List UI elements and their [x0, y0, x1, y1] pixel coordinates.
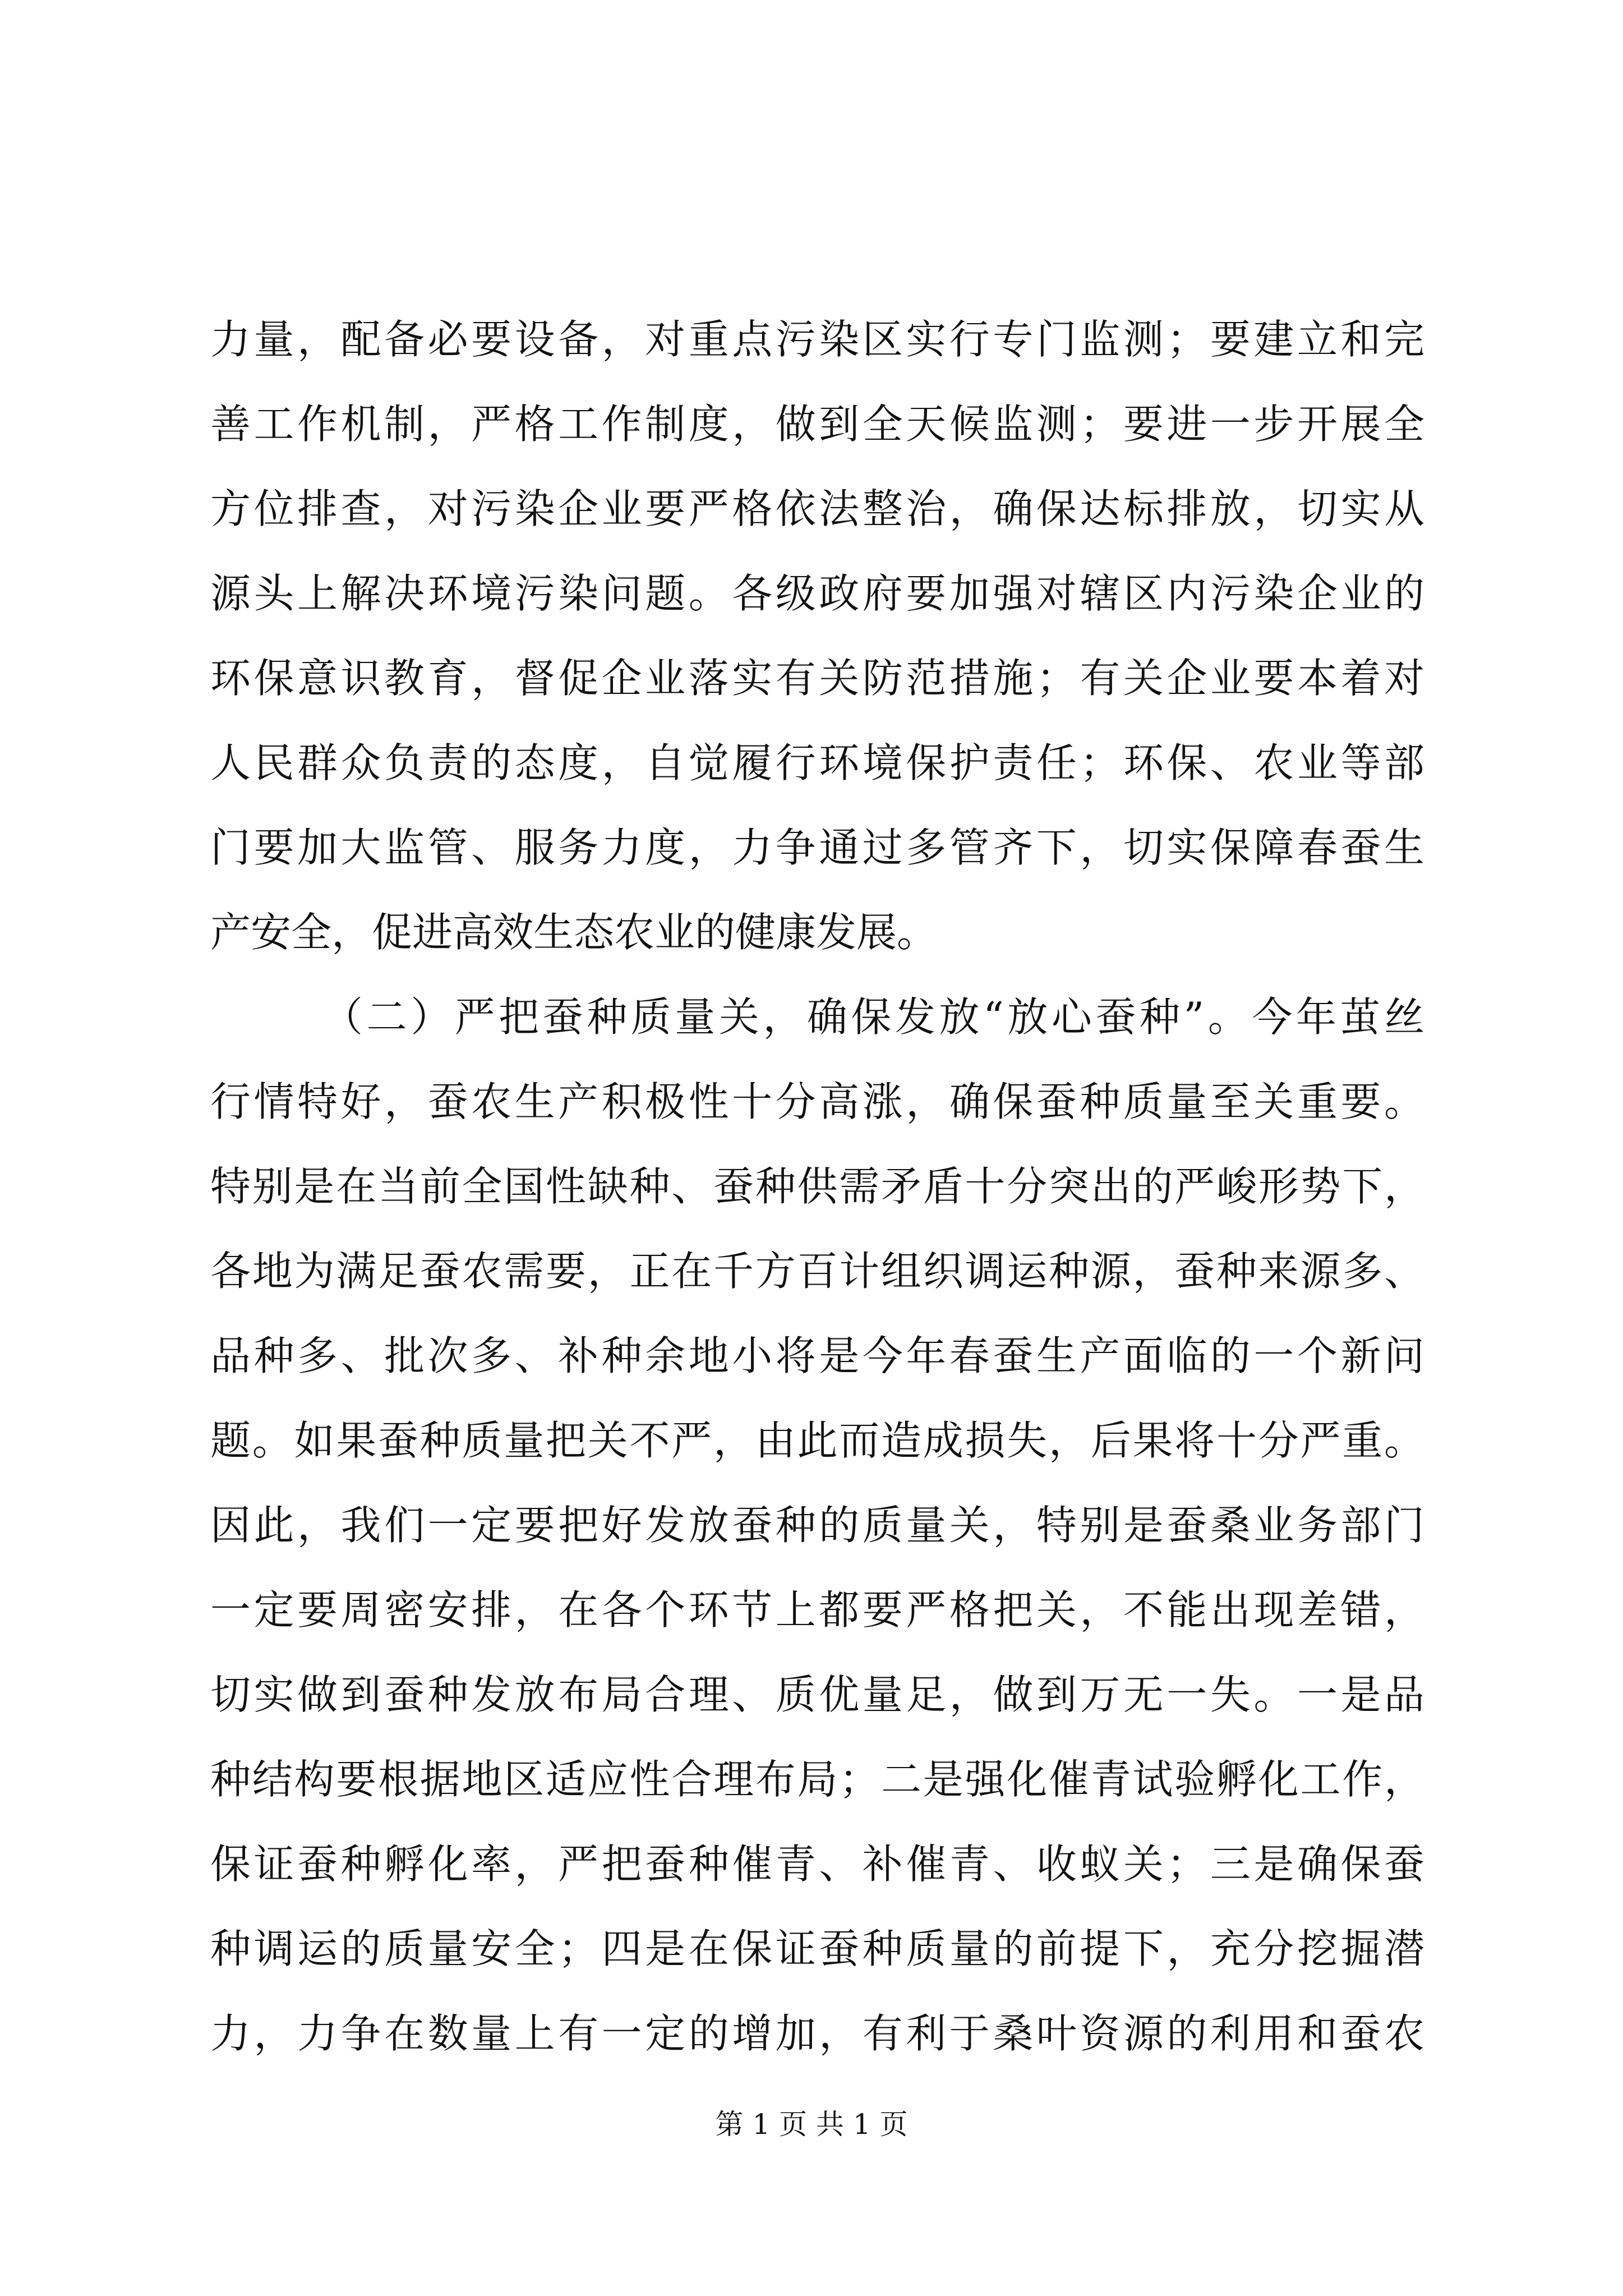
text-line: 各地为满足蚕农需要，正在千方百计组织调运种源，蚕种来源多、: [210, 1248, 1424, 1295]
text-line: 切实做到蚕种发放布局合理、质优量足，做到万无一失。一是品: [210, 1671, 1424, 1718]
text-line: 环保意识教育，督促企业落实有关防范措施；有关企业要本着对: [210, 655, 1424, 702]
text-line: 题。如果蚕种质量把关不严，由此而造成损失，后果将十分严重。: [210, 1417, 1424, 1464]
text-line: 方位排查，对污染企业要严格依法整治，确保达标排放，切实从: [210, 485, 1424, 532]
text-line: 善工作机制，严格工作制度，做到全天候监测；要进一步开展全: [210, 401, 1424, 448]
text-line: 种调运的质量安全；四是在保证蚕种质量的前提下，充分挖掘潜: [210, 1925, 1424, 1972]
text-line: 门要加大监管、服务力度，力争通过多管齐下，切实保障春蚕生: [210, 824, 1424, 871]
body-text: [210, 297, 1424, 2076]
text-line: 品种多、批次多、补种余地小将是今年春蚕生产面临的一个新问: [210, 1332, 1424, 1379]
text-line: 行情特好，蚕农生产积极性十分高涨，确保蚕种质量至关重要。: [210, 1078, 1424, 1125]
text-line: 力量，配备必要设备，对重点污染区实行专门监测；要建立和完: [210, 316, 1424, 363]
text-line: 产安全，促进高效生态农业的健康发展。: [210, 909, 938, 956]
text-line: 种结构要根据地区适应性合理布局；二是强化催青试验孵化工作，: [210, 1756, 1424, 1803]
section-heading-line: （二）严把蚕种质量关，确保发放“放心蚕种”。今年茧丝: [322, 993, 1424, 1041]
page-number-footer: 第 1 页 共 1 页: [715, 2108, 908, 2141]
text-line: 人民群众负责的态度，自觉履行环境保护责任；环保、农业等部: [210, 739, 1424, 786]
text-line: 力，力争在数量上有一定的增加，有利于桑叶资源的利用和蚕农: [210, 2010, 1424, 2057]
text-line: 源头上解决环境污染问题。各级政府要加强对辖区内污染企业的: [210, 570, 1424, 617]
text-line: 保证蚕种孵化率，严把蚕种催青、补催青、收蚁关；三是确保蚕: [210, 1841, 1424, 1888]
text-line: 因此，我们一定要把好发放蚕种的质量关，特别是蚕桑业务部门: [210, 1502, 1424, 1549]
text-line: 一定要周密安排，在各个环节上都要严格把关，不能出现差错，: [210, 1586, 1424, 1634]
text-line: 特别是在当前全国性缺种、蚕种供需矛盾十分突出的严峻形势下，: [210, 1163, 1424, 1210]
